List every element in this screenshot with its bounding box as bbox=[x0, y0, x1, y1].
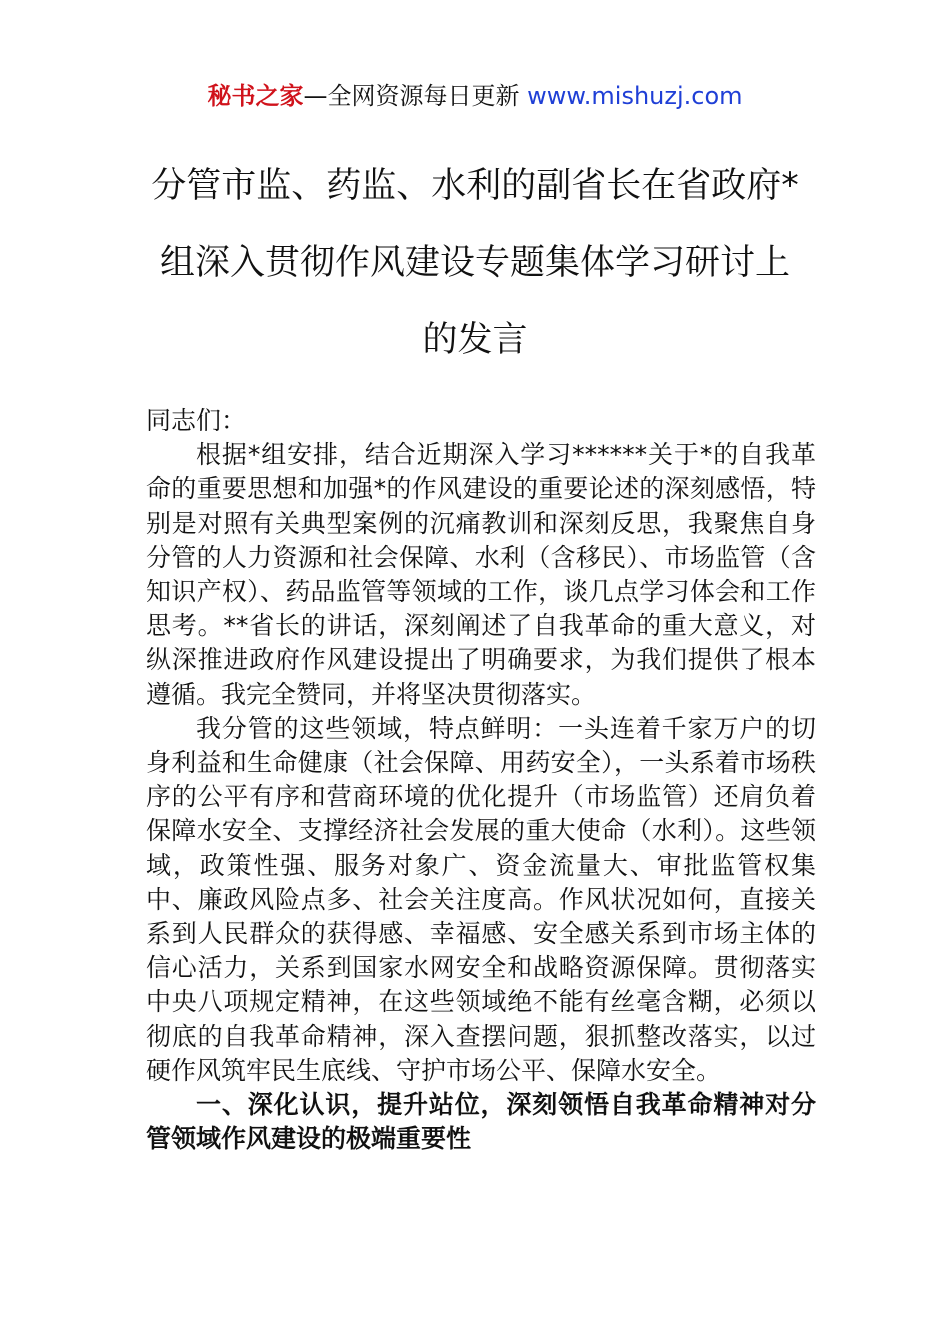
brand-name: 秘书之家 bbox=[207, 82, 304, 110]
site-url-link[interactable]: www.mishuzj.com bbox=[527, 82, 743, 110]
document-title bbox=[110, 148, 840, 379]
salutation: 同志们： bbox=[146, 406, 247, 435]
paragraph-fields: 我分管的这些领域，特点鲜明：一头连着千家万户的切身利益和生命健康（社会保障、用药安全），一头系着市场秩序的公平有序和营商环境的优化提升（市场监管）还肩负着保障水安全、支撑经济社会发展的重大使命（水利）。这些领域，政策性强、服务对象广、资金流量大、审批监管权集中、廉政风险点多、社会关注度高。作风状况如何，直接关系到人民群众的获得感、幸福感、安全感关系到市场主体的信心活力，关系到国家水网安全和战略资源保障。贯彻落实中央八项规定精神，在这些领域绝不能有丝毫含糊，必须以彻底的自我革命精神，深入查摆问题，狠抓整改落实，以过硬作风筑牢民生底线、守护市场公平、保障水安全。 bbox=[146, 713, 816, 1085]
section-heading-1: 一、深化认识，提升站位，深刻领悟自我革命精神对分管领域作风建设的极端重要性 bbox=[146, 1090, 816, 1154]
paragraph-intro: 根据*组安排，结合近期深入学习******关于*的自我革命的重要思想和加强*的作风建设的重要论述的深刻感悟，特别是对照有关典型案例的沉痛教训和深刻反思，我聚焦自身分管的人力资源和社会保障、水利（含移民）、市场监管（含知识产权）、药品监管等领域的工作，谈几点学习体会和工作思考。**省长的讲话，深刻阐述了自我革命的重大意义，对纵深推进政府作风建设提出了明确要求，为我们提供了根本遵循。我完全赞同，并将坚决贯彻落实。 bbox=[146, 440, 816, 709]
title-line-3: 的发言 bbox=[422, 320, 528, 360]
site-header bbox=[0, 80, 950, 112]
title-line-1: 分管市监、药监、水利的副省长在省政府* bbox=[151, 166, 799, 206]
title-line-2: 组深入贯彻作风建设专题集体学习研讨上 bbox=[159, 243, 790, 283]
document-body bbox=[146, 404, 816, 1156]
site-tagline: —全网资源每日更新 bbox=[303, 82, 528, 110]
